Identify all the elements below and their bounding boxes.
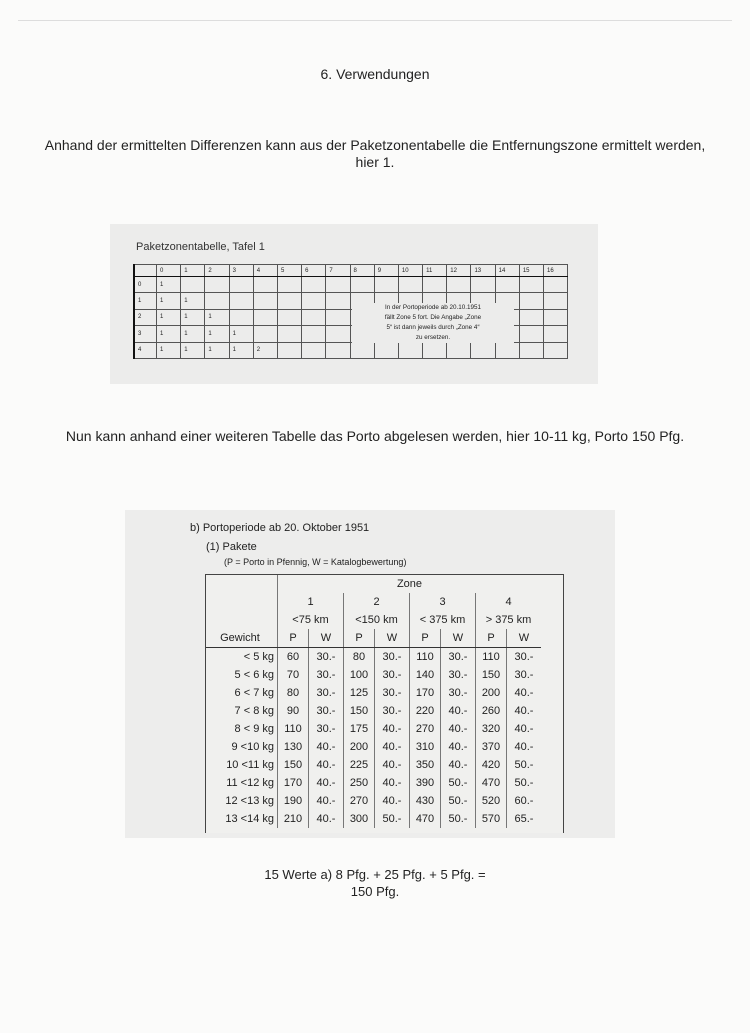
pt-porto: 170 — [278, 774, 309, 792]
pz-cell — [398, 277, 422, 293]
pt-porto: 370 — [476, 738, 507, 756]
pz-row-header: 0 — [134, 277, 157, 293]
pt-porto: 100 — [344, 666, 375, 684]
pt-porto: 390 — [410, 774, 441, 792]
pt-wert: 40.- — [375, 774, 410, 792]
pz-note-line: zu ersetzen. — [415, 334, 451, 341]
pz-row — [134, 342, 568, 358]
pt-wert: 40.- — [441, 720, 476, 738]
pz-header-row — [134, 265, 568, 277]
pt-weight: 11 <12 kg — [226, 777, 274, 789]
pt-porto: 260 — [476, 702, 507, 720]
pz-cell — [544, 293, 568, 309]
pt-wert: 30.- — [309, 720, 344, 738]
pt-porto: 210 — [278, 810, 309, 828]
pz-cell — [398, 342, 422, 358]
pz-cell — [471, 342, 495, 358]
pt-porto: 200 — [344, 738, 375, 756]
pt-p-header: P — [278, 629, 309, 648]
pz-cell: 1 — [205, 309, 229, 325]
pt-row — [206, 810, 541, 828]
pz-cell — [253, 293, 277, 309]
pt-zone-dist: <150 km — [344, 611, 410, 629]
pt-porto: 470 — [410, 810, 441, 828]
pt-wert: 65.- — [507, 810, 542, 828]
pz-row-header: 4 — [134, 342, 157, 358]
pt-porto: 140 — [410, 666, 441, 684]
pz-row-header: 3 — [134, 326, 157, 342]
pt-porto: 200 — [476, 684, 507, 702]
pz-cell — [471, 277, 495, 293]
porto-legend: (P = Porto in Pfennig, W = Katalogbewertung) — [224, 557, 407, 567]
pz-cell — [495, 342, 519, 358]
pt-porto: 80 — [344, 648, 375, 667]
pz-cell — [302, 293, 326, 309]
pz-row — [134, 277, 568, 293]
pt-wert: 30.- — [309, 648, 344, 667]
pt-porto: 110 — [410, 648, 441, 667]
pt-row — [206, 648, 541, 667]
pt-row — [206, 738, 541, 756]
pt-wert: 30.- — [375, 648, 410, 667]
pt-wert: 40.- — [441, 702, 476, 720]
result-line-1: 15 Werte a) 8 Pfg. + 25 Pfg. + 5 Pfg. = — [264, 867, 486, 882]
pt-wert: 40.- — [507, 684, 542, 702]
pt-wert: 40.- — [375, 720, 410, 738]
pt-wert: 40.- — [309, 810, 344, 828]
pt-w-header: W — [441, 629, 476, 648]
pz-cell — [326, 342, 350, 358]
pt-wert: 50.- — [441, 792, 476, 810]
pt-wert: 40.- — [375, 792, 410, 810]
pt-weight: 7 < 8 kg — [234, 705, 274, 717]
pz-cell — [277, 342, 301, 358]
porto-table — [206, 575, 541, 828]
pt-porto: 250 — [344, 774, 375, 792]
pt-blank — [206, 611, 278, 629]
pt-porto: 420 — [476, 756, 507, 774]
pz-cell — [519, 309, 543, 325]
pt-porto: 170 — [410, 684, 441, 702]
pz-corner — [134, 265, 157, 277]
pt-row — [206, 774, 541, 792]
pz-cell — [229, 293, 253, 309]
pt-zone-label: Zone — [278, 575, 542, 593]
pt-porto: 570 — [476, 810, 507, 828]
pt-row — [206, 792, 541, 810]
pz-cell — [374, 277, 398, 293]
pz-cell — [447, 277, 471, 293]
pt-porto: 125 — [344, 684, 375, 702]
pz-cell: 1 — [181, 326, 205, 342]
pt-row — [206, 756, 541, 774]
pt-wert: 40.- — [375, 756, 410, 774]
pt-wert: 40.- — [309, 756, 344, 774]
pt-wert: 40.- — [507, 720, 542, 738]
pz-cell — [277, 326, 301, 342]
pt-porto: 470 — [476, 774, 507, 792]
pz-cell: 1 — [157, 277, 181, 293]
pt-wert: 30.- — [441, 684, 476, 702]
pz-cell — [277, 277, 301, 293]
pz-cell — [447, 342, 471, 358]
pt-porto: 150 — [278, 756, 309, 774]
pt-porto: 110 — [476, 648, 507, 667]
pz-col-header: 8 — [350, 265, 374, 277]
pt-porto: 175 — [344, 720, 375, 738]
pt-row — [206, 702, 541, 720]
pz-note-line: fällt Zone 5 fort. Die Angabe „Zone — [384, 314, 482, 321]
pt-porto: 80 — [278, 684, 309, 702]
pt-weight: 8 < 9 kg — [234, 723, 274, 735]
pt-wert: 40.- — [507, 702, 542, 720]
pt-wert: 60.- — [507, 792, 542, 810]
pz-col-header: 0 — [157, 265, 181, 277]
pt-zone-dist: < 375 km — [410, 611, 476, 629]
pt-porto: 90 — [278, 702, 309, 720]
porto-table-frame — [205, 574, 564, 833]
pz-cell — [544, 277, 568, 293]
pt-zone-num: 4 — [476, 593, 542, 611]
pz-row-header: 2 — [134, 309, 157, 325]
top-rule — [18, 20, 732, 21]
pz-cell — [326, 277, 350, 293]
pt-porto: 300 — [344, 810, 375, 828]
pt-wert: 40.- — [309, 738, 344, 756]
pt-wert: 40.- — [441, 756, 476, 774]
pt-zone-num: 1 — [278, 593, 344, 611]
pt-porto: 110 — [278, 720, 309, 738]
result-text — [0, 866, 750, 900]
pt-wert: 30.- — [375, 666, 410, 684]
pt-porto: 320 — [476, 720, 507, 738]
pt-p-header: P — [344, 629, 375, 648]
pz-col-header: 2 — [205, 265, 229, 277]
pz-cell — [519, 326, 543, 342]
pt-w-header: W — [309, 629, 344, 648]
pz-col-header: 14 — [495, 265, 519, 277]
porto-subtitle: (1) Pakete — [206, 541, 257, 553]
pz-cell: 1 — [229, 326, 253, 342]
pz-cell — [253, 326, 277, 342]
pt-porto: 270 — [344, 792, 375, 810]
pt-wert: 40.- — [375, 738, 410, 756]
pt-wert: 50.- — [441, 810, 476, 828]
pt-wert: 50.- — [375, 810, 410, 828]
pt-porto: 150 — [476, 666, 507, 684]
pz-col-header: 6 — [302, 265, 326, 277]
pt-weight: < 5 kg — [243, 651, 274, 663]
pz-cell — [302, 342, 326, 358]
pt-blank — [206, 575, 278, 593]
pt-zone-num-row — [206, 593, 541, 611]
pz-cell — [205, 277, 229, 293]
pt-porto: 350 — [410, 756, 441, 774]
pz-col-header: 15 — [519, 265, 543, 277]
pz-cell — [277, 293, 301, 309]
pz-col-header: 4 — [253, 265, 277, 277]
paragraph-porto: Nun kann anhand einer weiteren Tabelle das Porto abgelesen werden, hier 10-11 kg, Porto 150 Pfg. — [65, 428, 685, 444]
pt-zone-row — [206, 575, 541, 593]
pz-cell — [374, 342, 398, 358]
pt-porto: 225 — [344, 756, 375, 774]
pt-wert: 40.- — [309, 792, 344, 810]
pz-col-header: 3 — [229, 265, 253, 277]
pz-cell — [229, 277, 253, 293]
pz-col-header: 10 — [398, 265, 422, 277]
pt-wert: 30.- — [375, 684, 410, 702]
pz-cell: 1 — [229, 342, 253, 358]
pz-cell: 1 — [181, 309, 205, 325]
pz-cell — [326, 309, 350, 325]
pt-zone-dist: <75 km — [278, 611, 344, 629]
pt-wert: 30.- — [309, 666, 344, 684]
pz-cell: 1 — [157, 342, 181, 358]
pz-cell: 1 — [181, 342, 205, 358]
pz-cell — [423, 277, 447, 293]
pt-weight: 5 < 6 kg — [234, 669, 274, 681]
pt-wert: 50.- — [507, 774, 542, 792]
pz-cell: 1 — [157, 309, 181, 325]
pt-zone-num: 2 — [344, 593, 410, 611]
pt-porto: 130 — [278, 738, 309, 756]
paketzonen-note — [352, 303, 514, 343]
pt-wert: 40.- — [441, 738, 476, 756]
pt-weight: 9 <10 kg — [231, 741, 274, 753]
pt-wert: 30.- — [507, 666, 542, 684]
pz-cell — [302, 277, 326, 293]
pt-row — [206, 720, 541, 738]
pz-cell: 1 — [205, 342, 229, 358]
pt-weight: 10 <11 kg — [226, 759, 274, 771]
pz-cell — [350, 342, 374, 358]
pt-wert: 30.- — [309, 684, 344, 702]
pt-wert: 30.- — [507, 648, 542, 667]
pt-wert: 30.- — [441, 648, 476, 667]
pz-cell — [326, 293, 350, 309]
pt-wert: 40.- — [309, 774, 344, 792]
pz-cell: 2 — [253, 342, 277, 358]
pz-note-line: 5“ ist dann jeweils durch „Zone 4“ — [386, 324, 480, 331]
pt-row — [206, 666, 541, 684]
pt-porto: 60 — [278, 648, 309, 667]
pt-zone-num: 3 — [410, 593, 476, 611]
pz-cell — [181, 277, 205, 293]
pz-col-header: 12 — [447, 265, 471, 277]
pt-p-header: P — [476, 629, 507, 648]
pt-weight: 13 <14 kg — [225, 813, 274, 825]
pz-cell — [326, 326, 350, 342]
pz-col-header: 7 — [326, 265, 350, 277]
pt-zone-dist: > 375 km — [476, 611, 542, 629]
pt-porto: 520 — [476, 792, 507, 810]
pz-col-header: 16 — [544, 265, 568, 277]
result-line-2: 150 Pfg. — [350, 884, 400, 899]
pz-cell — [253, 309, 277, 325]
pt-porto: 220 — [410, 702, 441, 720]
pt-p-header: P — [410, 629, 441, 648]
pz-cell — [350, 277, 374, 293]
pt-wert: 30.- — [375, 702, 410, 720]
pz-cell — [544, 326, 568, 342]
pt-gewicht-header: Gewicht — [206, 629, 278, 648]
pt-wert: 50.- — [507, 756, 542, 774]
pt-header-row — [206, 629, 541, 648]
pz-cell: 1 — [157, 293, 181, 309]
pz-cell — [544, 309, 568, 325]
pt-porto: 70 — [278, 666, 309, 684]
pz-cell — [277, 309, 301, 325]
pz-cell — [205, 293, 229, 309]
pz-col-header: 1 — [181, 265, 205, 277]
pz-cell — [519, 277, 543, 293]
pt-weight: 12 <13 kg — [225, 795, 274, 807]
pz-cell — [544, 342, 568, 358]
pz-cell — [519, 342, 543, 358]
pt-porto: 270 — [410, 720, 441, 738]
pz-cell — [495, 277, 519, 293]
pt-wert: 30.- — [441, 666, 476, 684]
pz-col-header: 9 — [374, 265, 398, 277]
pz-cell — [519, 293, 543, 309]
pz-cell — [302, 326, 326, 342]
pt-porto: 190 — [278, 792, 309, 810]
pt-row — [206, 684, 541, 702]
porto-title: b) Portoperiode ab 20. Oktober 1951 — [190, 522, 370, 534]
pt-weight: 6 < 7 kg — [234, 687, 274, 699]
pt-porto: 430 — [410, 792, 441, 810]
pt-blank — [206, 593, 278, 611]
pz-cell: 1 — [205, 326, 229, 342]
pt-w-header: W — [375, 629, 410, 648]
pz-col-header: 11 — [423, 265, 447, 277]
pz-col-header: 5 — [277, 265, 301, 277]
pz-cell — [229, 309, 253, 325]
pt-porto: 150 — [344, 702, 375, 720]
pz-note-line: In der Portoperiode ab 20.10.1951 — [385, 304, 481, 311]
pt-porto: 310 — [410, 738, 441, 756]
pt-wert: 40.- — [507, 738, 542, 756]
pz-cell: 1 — [181, 293, 205, 309]
pt-w-header: W — [507, 629, 542, 648]
pt-wert: 30.- — [309, 702, 344, 720]
pz-cell: 1 — [157, 326, 181, 342]
pt-dist-row — [206, 611, 541, 629]
pz-cell — [423, 342, 447, 358]
pz-cell — [302, 309, 326, 325]
pz-row-header: 1 — [134, 293, 157, 309]
pz-col-header: 13 — [471, 265, 495, 277]
pz-cell — [253, 277, 277, 293]
paketzonen-title: Paketzonentabelle, Tafel 1 — [136, 241, 265, 253]
paragraph-zone: Anhand der ermittelten Differenzen kann aus der Paketzonentabelle die Entfernungszone ermittelt werden, hier 1. — [44, 137, 706, 170]
pt-wert: 50.- — [441, 774, 476, 792]
section-heading: 6. Verwendungen — [320, 66, 430, 82]
